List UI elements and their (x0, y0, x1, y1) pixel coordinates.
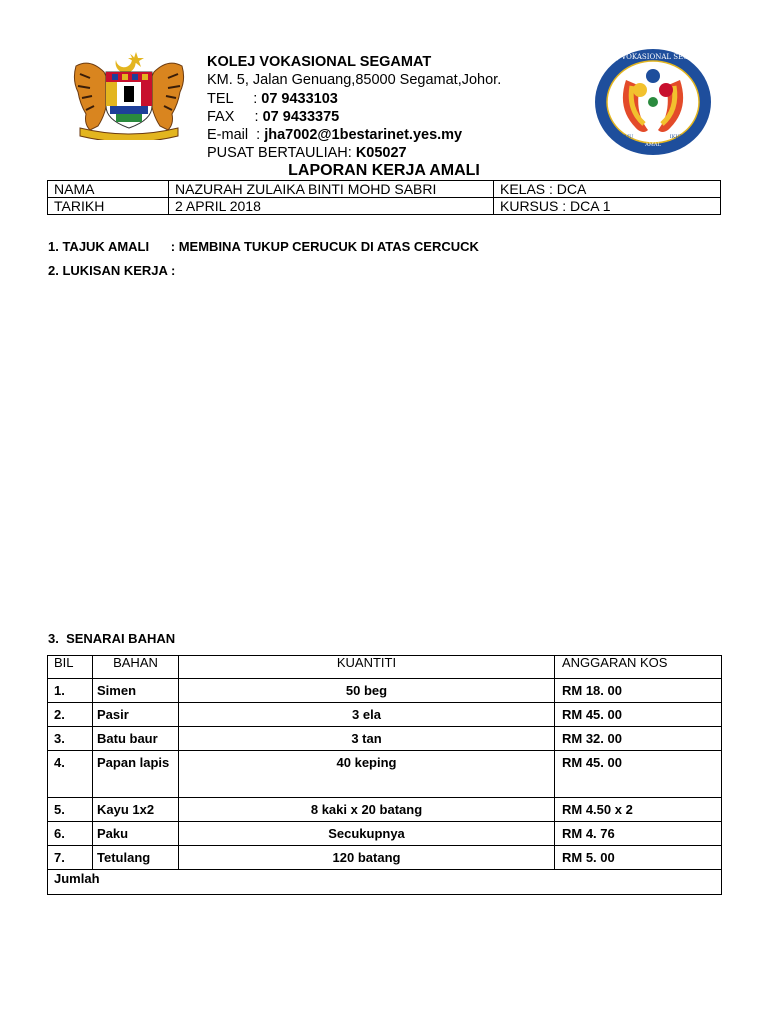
emblem-motto-2: AMAL (645, 142, 661, 148)
fax-value: 07 9433375 (262, 108, 340, 125)
row-kuantiti: Secukupnya (179, 822, 555, 846)
row-bahan: Paku (93, 822, 179, 846)
row-kuantiti: 120 batang (179, 846, 555, 870)
table-header-row (48, 656, 722, 679)
row-kuantiti: 3 tan (179, 727, 555, 751)
student-info-table (47, 180, 721, 215)
fax-line (207, 108, 501, 126)
row-kos: RM 45. 00 (555, 751, 722, 798)
emblem-ring-text: KOLEJ VOKASIONAL SEGAMAT (595, 53, 711, 61)
row-bahan: Kayu 1x2 (93, 798, 179, 822)
malaysia-coat-of-arms-icon (66, 48, 192, 140)
row-bil: 1. (48, 679, 93, 703)
row-kuantiti: 3 ela (179, 703, 555, 727)
header-anggaran-kos: ANGGARAN KOS (555, 656, 722, 679)
row-bil: 6. (48, 822, 93, 846)
row-bahan: Papan lapis (93, 751, 179, 798)
school-address: KM. 5, Jalan Genuang,85000 Segamat,Johor. (207, 72, 502, 89)
emblem-motto-3: IKHLAS (669, 134, 691, 140)
senarai-bahan: 3. SENARAI BAHAN (48, 631, 176, 646)
table-row (48, 751, 722, 798)
row-bil: 3. (48, 727, 93, 751)
kursus-cell: KURSUS : DCA 1 (494, 198, 721, 215)
header-bil: BIL (48, 656, 93, 679)
row-bahan: Tetulang (93, 846, 179, 870)
row-kos: RM 45. 00 (555, 703, 722, 727)
lukisan-kerja: 2. LUKISAN KERJA : (48, 263, 176, 278)
emblem-motto-1: ILMU (618, 134, 634, 140)
row-bil: 7. (48, 846, 93, 870)
nama-value: NAZURAH ZULAIKA BINTI MOHD SABRI (169, 181, 494, 198)
header-bahan: BAHAN (93, 656, 179, 679)
table-row (48, 198, 721, 215)
tel-value: 07 9433103 (261, 90, 338, 107)
row-bil: 5. (48, 798, 93, 822)
materials-table (47, 655, 722, 895)
tajuk-amali: 1. TAJUK AMALI : MEMBINA TUKUP CERUCUK DI ATAS CERCUCK (48, 239, 479, 254)
kelas-cell: KELAS : DCA (494, 181, 721, 198)
table-row (48, 846, 722, 870)
row-bahan: Simen (93, 679, 179, 703)
row-kuantiti: 40 keping (179, 751, 555, 798)
fax-label: FAX : (207, 108, 263, 125)
tarikh-label: TARIKH (48, 198, 169, 215)
table-row (48, 679, 722, 703)
email-label: E-mail : (207, 127, 265, 144)
total-label: Jumlah (48, 870, 722, 895)
table-row (48, 727, 722, 751)
nama-label: NAMA (48, 181, 169, 198)
email-line (207, 126, 501, 144)
table-row (48, 703, 722, 727)
tarikh-value: 2 APRIL 2018 (169, 198, 494, 215)
school-info (207, 53, 501, 163)
tel-line (207, 90, 501, 108)
center-line (207, 144, 501, 162)
table-row (48, 822, 722, 846)
row-bil: 2. (48, 703, 93, 727)
row-kos: RM 5. 00 (555, 846, 722, 870)
report-title: LAPORAN KERJA AMALI (288, 162, 480, 179)
school-name: KOLEJ VOKASIONAL SEGAMAT (207, 54, 432, 70)
header-kuantiti: KUANTITI (179, 656, 555, 679)
row-kos: RM 18. 00 (555, 679, 722, 703)
row-kuantiti: 50 beg (179, 679, 555, 703)
row-kos: RM 4. 76 (555, 822, 722, 846)
table-row (48, 181, 721, 198)
center-label: PUSAT BERTAULIAH: (207, 145, 356, 162)
row-kos: RM 4.50 x 2 (555, 798, 722, 822)
tel-label: TEL : (207, 90, 262, 107)
total-row (48, 870, 722, 895)
college-emblem-icon (592, 46, 714, 158)
row-kos: RM 32. 00 (555, 727, 722, 751)
row-bil: 4. (48, 751, 93, 798)
center-value: K05027 (355, 145, 407, 162)
email-value: jha7002@1bestarinet.yes.my (264, 127, 463, 144)
table-row (48, 798, 722, 822)
row-bahan: Pasir (93, 703, 179, 727)
row-bahan: Batu baur (93, 727, 179, 751)
row-kuantiti: 8 kaki x 20 batang (179, 798, 555, 822)
